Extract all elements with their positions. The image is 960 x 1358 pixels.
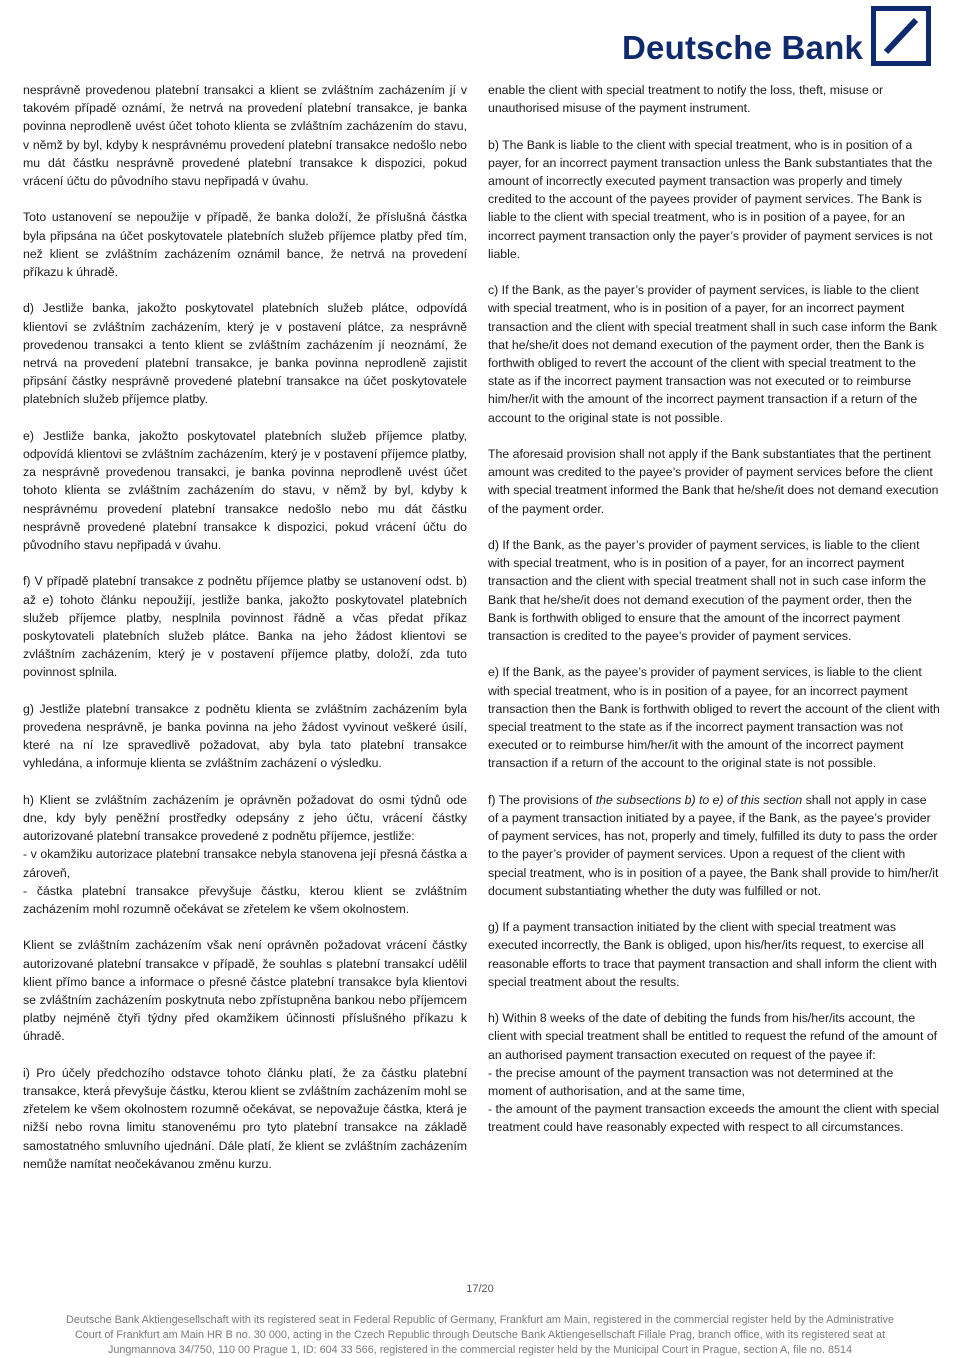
- right-column-english: [488, 81, 940, 1155]
- paragraph-f-en-after: shall not apply in case of a payment transaction initiated by a payee, if the Bank, as the payee’s provider of payment services, has not, properly and timely, fulfilled its duty to pass the order to the payer’s provider of payment services. Upon a request of the client with special treatment, who is in position of a payee, the Bank shall provide to him/her/it document substantiating whether the duty was fulfilled or not.: [488, 792, 939, 898]
- paragraph-e-en: e) If the Bank, as the payee’s provider of payment services, is liable to the client with special treatment, who is in position of a payee, for an incorrect payment transaction then the Bank is forthwith obliged to revert the account of the client with special treatment to the state as if the incorrect payment transaction was not executed or to reimburse him/her/it with the amount of the incorrect payment transaction if a return of the account to the original state is not possible.: [488, 665, 940, 771]
- paragraph-h-en: h) Within 8 weeks of the date of debiting the funds from his/her/its account, the client with special treatment shall be entitled to request the refund of the amount of an authorised payment transaction executed on request of the payee if:: [488, 1011, 938, 1062]
- footer-legal-text: [20, 1313, 940, 1358]
- page-number: 17/20: [466, 1283, 494, 1295]
- paragraph-notify-loss-en: enable the client with special treatment to notify the loss, theft, misuse or unauthorised misuse of the payment instrument.: [488, 83, 884, 116]
- deutsche-bank-slash-icon: [871, 6, 931, 66]
- left-column-czech: [23, 81, 467, 1191]
- deutsche-bank-logo: [622, 6, 931, 66]
- paragraph-d-cz: d) Jestliže banka, jakožto poskytovatel platebních služeb plátce, odpovídá klientovi se zvláštním zacházením, který je v postavení plátce, za nesprávně provedenou transakci a tento klient se zvláštním zacházením jí neoznámí, že netrvá na provedení platební transakce, je banka povinna neprodleně zajistit připsání částky nesprávně provedené platební transakce na účet poskytovatele platebních služeb příjemce platby.: [23, 301, 467, 407]
- paragraph-d-en: d) If the Bank, as the payer’s provider of payment services, is liable to the client with special treatment, who is in position of a payer, for an incorrect payment transaction and the client with special treatment shall not in such case inform the Bank that he/she/it does not demand execution of the payment order, then the Bank is forthwith obliged to ensure that the amount of the incorrect payment transaction is credited to the payee’s provider of payment services.: [488, 538, 927, 644]
- list-item-h1-cz: - v okamžiku autorizace platební transakce nebyla stanovena její přesná částka a zároveň,: [23, 847, 467, 880]
- paragraph-refund-exception-cz: Klient se zvláštním zacházením však není oprávněn požadovat vrácení částky autorizované platební transakce v případě, že souhlas s platební transakcí udělil klient přímo bance a informace o přesné částce platební transakce byla klientovi se zvláštním zacházením poskytnuta nebo zpřístupněna bankou nebo příjemcem platby nejméně čtyři týdny před okamžikem účinnosti příslušného příkazu k úhradě.: [23, 938, 467, 1044]
- paragraph-b-en: b) The Bank is liable to the client with special treatment, who is in position of a payer, for an incorrect payment transaction unless the Bank substantiates that the amount of incorrectly executed payment transaction was properly and timely credited to the account of the payees provider of payment services. The Bank is liable to the client with special treatment, who is in position of a payee, for an incorrect payment transaction only the payer’s provider of payment services is not liable.: [488, 137, 933, 261]
- list-item-h2-cz: - částka platební transakce převyšuje částku, kterou klient se zvláštním zacházením mohl rozumně očekávat se zřetelem ke všem okolnostem.: [23, 883, 467, 917]
- footer-line-1: Deutsche Bank Aktiengesellschaft with its registered seat in Federal Republic of Germany, Frankfurt am Main, registered in the commercial register held by the Administrative: [66, 1314, 894, 1326]
- paragraph-f-en-before: f) The provisions of: [488, 792, 596, 807]
- list-item-h2-en: - the amount of the payment transaction exceeds the amount the client with special treatment could have reasonably expected with respect to all circumstances.: [488, 1102, 940, 1135]
- paragraph-g-cz: g) Jestliže platební transakce z podnětu klienta se zvláštním zacházením byla provedena nesprávně, je banka povinna na jeho žádost vyvinout veškeré úsilí, které na ní lze spravedlivě požadovat, aby byla tato platební transakce vyhledána, a informuje klienta se zvláštním zacházení o výsledku.: [23, 701, 467, 771]
- paragraph-f-en-italic: the subsections b) to e) of this section: [595, 792, 803, 807]
- list-item-h1-en: - the precise amount of the payment transaction was not determined at the moment of authorisation, and at the same time,: [488, 1065, 894, 1099]
- paragraph-i-cz: i) Pro účely předchozího odstavce tohoto článku platí, že za částku platební transakce, která převyšuje částku, kterou klient se zvláštním zacházením mohl se zřetelem ke všem okolnostem rozumně očekávat, se nepovažuje částka, která je nižší nebo rovna limitu stanovenému pro tyto platební transakce na základě samostatného smluvního ujednání. Dále platí, že klient se zvláštním zacházením nemůže namítat neočekávanou změnu kurzu.: [23, 1065, 467, 1171]
- footer-line-3: Jungmannova 34/750, 110 00 Prague 1, ID: 604 33 566, registered in the commercial register held by the Municipal Court in Prague, section A, file no. 8514: [107, 1344, 853, 1356]
- paragraph-incorrect-transaction-cz: nesprávně provedenou platební transakci a klient se zvláštním zacházením jí v takovém případě oznámí, že netrvá na provedení platební transakce, je banka povinna neprodleně uvést účet tohoto klienta se zvláštním zacházením do stavu, v němž by byl, kdyby k nesprávnému provedení platební transakce nedošlo nebo mu dát částku nesprávně provedené platební transakce k dispozici, pokud vrácení účtu do původního stavu nepřipadá v úvahu.: [23, 83, 467, 189]
- paragraph-provision-exception-en: The aforesaid provision shall not apply if the Bank substantiates that the pertinent amount was credited to the payee’s provider of payment services before the client with special treatment informed the Bank that he/she/it does not demand execution of the payment order.: [488, 447, 939, 516]
- paragraph-h-cz: h) Klient se zvláštním zacházením je oprávněn požadovat do osmi týdnů ode dne, kdy byly peněžní prostředky odepsány z jeho účtu, vrácení částky autorizované platební transakce provedené z podnětu příjemce, jestliže:: [23, 792, 467, 844]
- paragraph-provision-exception-cz: Toto ustanovení se nepoužije v případě, že banka doloží, že příslušná částka byla připsána na účet poskytovatele platebních služeb příjemce platby před tím, než klient se zvláštním zacházením oznámil bance, že netrvá na provedení příkazu k úhradě.: [23, 210, 467, 280]
- paragraph-f-en: [488, 791, 940, 900]
- logo-wordmark: Deutsche Bank: [622, 29, 864, 66]
- paragraph-f-cz: f) V případě platební transakce z podnětu příjemce platby se ustanovení odst. b) až e) tohoto článku nepoužijí, jestliže banka, jakožto poskytovatel platebních služeb příjemce platby, nesplnila povinnost řádně a včas předat příkaz poskytovateli platebních služeb plátce. Banka na jeho žádost klientovi se zvláštním zacházením, který je v postavení příjemce platby, doloží, zda tuto povinnost splnila.: [23, 574, 467, 680]
- paragraph-c-en: c) If the Bank, as the payer’s provider of payment services, is liable to the client with special treatment, who is in position of a payer, for an incorrect payment transaction and the client with special treatment shall in such case inform the Bank that he/she/it does not demand execution of the payment order, then the Bank is forthwith obliged to revert the account of the client with special treatment to the state as if the incorrect payment transaction was not executed or to reimburse him/her/it with the amount of the incorrect payment transaction if a return of the account to the original state is not possible.: [488, 283, 938, 425]
- paragraph-e-cz: e) Jestliže banka, jakožto poskytovatel platebních služeb příjemce platby, odpovídá klientovi se zvláštním zacházením, který je v postavení příjemce platby, za nesprávně provedenou transakci, je banka povinna neprodleně uvést účet tohoto klienta se zvláštním zacházením do stavu, v němž by byl, kdyby k nesprávnému provedení platební transakce nedošlo nebo mu dát částku nesprávně provedené platební transakce k dispozici, pokud vrácení účtu do původního stavu nepřipadá v úvahu.: [23, 428, 467, 553]
- footer-line-2: Court of Frankfurt am Main HR B no. 30 000, acting in the Czech Republic through Deutsche Bank Aktiengesellschaft Filiale Prag, branch office, with its registered seat at: [75, 1329, 885, 1341]
- paragraph-g-en: g) If a payment transaction initiated by the client with special treatment was executed incorrectly, the Bank is obliged, upon his/her/its request, to exercise all reasonable efforts to trace that payment transaction and shall inform the client with special treatment about the results.: [488, 920, 937, 989]
